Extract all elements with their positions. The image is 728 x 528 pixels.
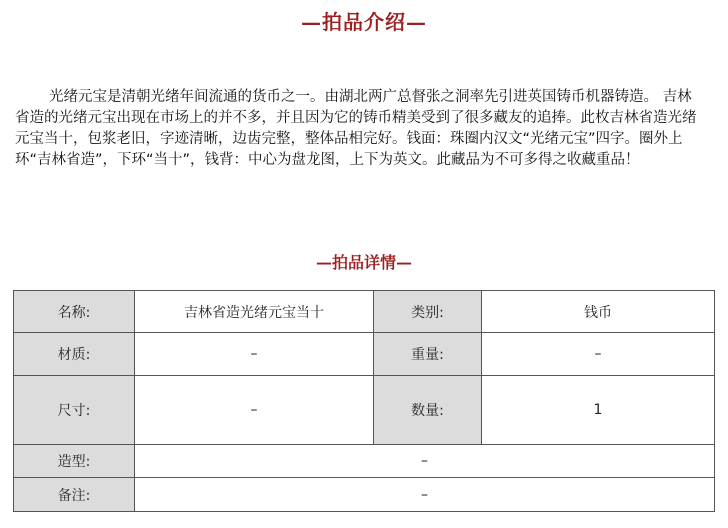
table-row <box>14 376 715 445</box>
material-value: – <box>135 333 374 376</box>
shape-value: – <box>135 445 715 478</box>
table-row <box>14 478 715 512</box>
size-label: 尺寸: <box>14 376 135 445</box>
shape-label: 造型: <box>14 445 135 478</box>
section-title-intro: —拍品介绍— <box>301 10 427 34</box>
quantity-label: 数量: <box>374 376 482 445</box>
name-label: 名称: <box>14 291 135 333</box>
section-title-details: —拍品详情— <box>315 253 412 272</box>
item-description: 光绪元宝是清朝光绪年间流通的货币之一。由湖北两广总督张之洞率先引进英国铸币机器铸造。 吉林省造的光绪元宝出现在市场上的并不多，并且因为它的铸币精美受到了很多藏友的追捧。此枚吉林省造光绪元宝当十，包浆老旧，字迹清晰，边齿完整，整体品相完好。钱面：珠圈内汉文“光绪元宝”四字。圈外上环“吉林省造”，下环“当十”，钱背：中心为盘龙图，上下为英文。此藏品为不可多得之收藏重品！ <box>15 89 697 168</box>
table-row <box>14 291 715 333</box>
name-value: 吉林省造光绪元宝当十 <box>135 291 374 333</box>
table-row <box>14 333 715 376</box>
table-row <box>14 445 715 478</box>
notes-label: 备注: <box>14 478 135 512</box>
notes-value: – <box>135 478 715 512</box>
weight-value: – <box>482 333 715 376</box>
material-label: 材质: <box>14 333 135 376</box>
weight-label: 重量: <box>374 333 482 376</box>
category-label: 类别: <box>374 291 482 333</box>
size-value: – <box>135 376 374 445</box>
details-table <box>13 290 715 512</box>
quantity-value: 1 <box>482 376 715 445</box>
category-value: 钱币 <box>482 291 715 333</box>
